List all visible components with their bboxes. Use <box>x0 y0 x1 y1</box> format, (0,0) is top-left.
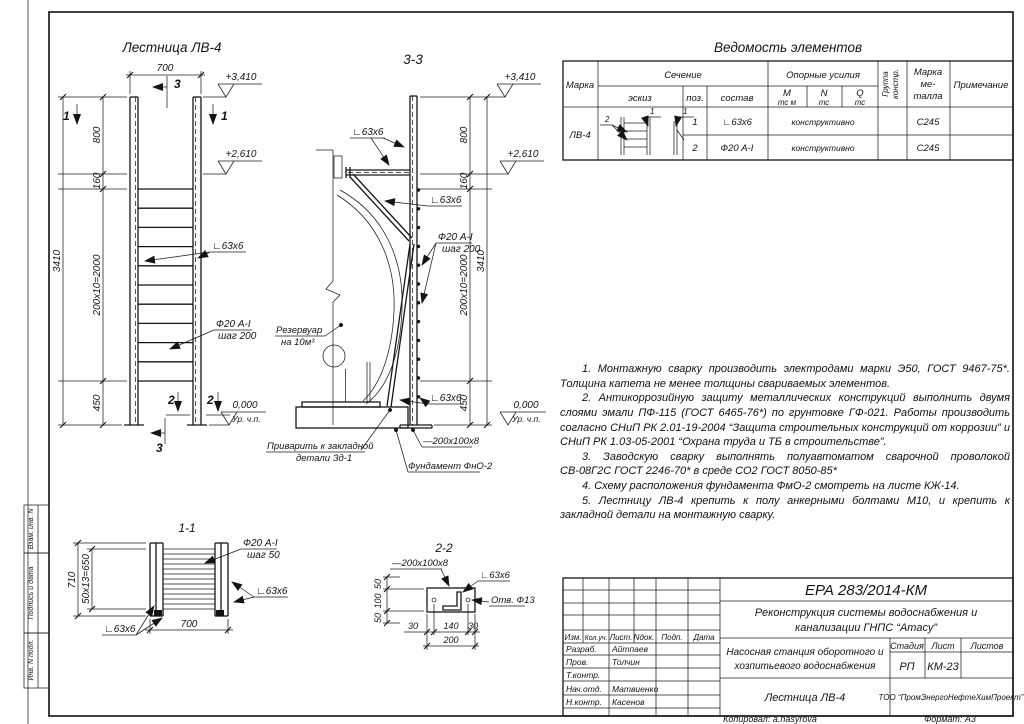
row1-usiliya: конструктивно <box>791 117 855 127</box>
col-list: Лист. <box>609 633 633 642</box>
s33-angle-bottom-label: ∟63x6 <box>430 393 462 404</box>
sheets-label: Листов <box>970 641 1004 651</box>
object-name-1: Насосная станция оборотного и <box>726 647 884 658</box>
col-primechanie: Примечание <box>953 80 1009 91</box>
cut-mark-3-top: 3 <box>174 77 181 91</box>
stage-value: РП <box>899 661 915 673</box>
copied-by-label: Копировал: a.nasyrova <box>723 714 817 724</box>
tank-label-1: Резервуар <box>276 325 323 336</box>
note-1: 1. Монтажную сварку производить электродами марки Э50, ГОСТ 9467-75*. Толщина катета не менее толщины свариваемых элементов. <box>560 363 1010 390</box>
s33-dim-160: 160 <box>459 172 470 190</box>
eskiz-pos-1a: 1 <box>650 107 655 116</box>
section-1-1-title: 1-1 <box>178 521 196 535</box>
s22-plate-label: —200x100x8 <box>392 558 448 569</box>
s11-rungs <box>163 549 215 609</box>
general-notes <box>560 362 1010 523</box>
tank-label-2: на 10м³ <box>281 337 315 348</box>
s22-angle-label: ∟63x6 <box>480 570 510 581</box>
name-nkontr: Касенов <box>612 697 645 707</box>
row1-poz: 1 <box>692 117 698 128</box>
col-gruppa-2: констр. <box>891 69 900 99</box>
s33-level-zero: 0,000 <box>513 400 539 411</box>
eskiz-pos-2: 2 <box>605 115 610 124</box>
role-nkontr: Н.контр. <box>566 697 602 707</box>
row1-metall: С245 <box>916 117 940 128</box>
s11-rod-step-label: шаг 50 <box>247 550 280 561</box>
dim-800: 800 <box>92 126 103 144</box>
s22-dim-50b: 50 <box>373 612 383 624</box>
col-m: М <box>783 88 791 99</box>
stamp-inv-podl: Инв. N подл. <box>28 639 35 681</box>
s22-dim-30b: 30 <box>467 621 479 631</box>
col-data: Дата <box>693 633 715 642</box>
foundation <box>296 402 432 428</box>
elevation-rungs <box>138 189 193 381</box>
note-5: 5. Лестницу ЛВ-4 крепить к полу анкерными болтами М10, и крепить к закладной детали на монтажную сварку. <box>560 494 1010 522</box>
s11-dim-650: 50x13=650 <box>81 554 92 604</box>
s33-angle-mid-label: ∟63x6 <box>430 195 462 206</box>
s11-dim-700: 700 <box>180 619 198 630</box>
foundation-label: Фундамент ФнО-2 <box>408 461 493 472</box>
sheet-label: Лист <box>931 641 955 651</box>
col-n2: тс <box>818 98 830 107</box>
level-mid-mark: +2,610 <box>225 149 257 160</box>
cut-mark-1-left: 1 <box>63 109 70 123</box>
dim-2000: 200x10=2000 <box>92 254 103 316</box>
tank-outline <box>316 150 402 425</box>
stamp-vzam-inv: Взам. инв. N <box>28 508 35 550</box>
section-1-1-view <box>67 521 288 635</box>
weld-note-1: Приварить к закладной <box>267 441 374 452</box>
base-plate-label: —200x100x8 <box>423 436 479 447</box>
col-q2: тс <box>854 98 866 107</box>
col-podp: Подп. <box>661 633 683 642</box>
name-nachotd: Матвиенко <box>612 684 659 694</box>
name-prov: Толчин <box>612 657 640 667</box>
s11-angle-right-label: ∟63x6 <box>256 586 288 597</box>
col-metall-2: ме- <box>920 79 936 90</box>
dim-700-top: 700 <box>156 63 174 74</box>
s22-dim-30a: 30 <box>407 621 419 631</box>
s33-level-mid: +2,610 <box>507 149 539 160</box>
note-4: 4. Схему расположения фундамента ФмО-2 смотреть на листе КЖ-14. <box>582 480 960 492</box>
col-gruppa-1: Группа <box>881 71 890 97</box>
company-name: ТОО “ПромЭнергоНефтеХимПроект” <box>878 693 1024 702</box>
col-q: Q <box>856 88 864 99</box>
name-razrab: Айтпаев <box>612 644 649 654</box>
s11-rod-label: Ф20 А-I <box>243 538 278 549</box>
s11-angle-left-label: ∟63x6 <box>104 624 136 635</box>
s33-dim-800: 800 <box>459 126 470 144</box>
cut-mark-2-right: 2 <box>207 393 214 407</box>
role-prov: Пров. <box>566 657 589 667</box>
s22-dim-140: 140 <box>443 621 459 631</box>
col-sechenie: Сечение <box>664 70 702 81</box>
col-marka: Марка <box>565 80 595 91</box>
angle-63x6-label: ∟63x6 <box>212 241 244 252</box>
weld-note-2: детали Зд-1 <box>296 453 353 464</box>
sheet-title: Лестница ЛВ-4 <box>764 692 846 704</box>
s22-hole-label: Отв. Ф13 <box>491 595 535 606</box>
row1-sostav: ∟63x6 <box>722 117 752 128</box>
elevation-title: Лестница ЛВ-4 <box>122 40 222 55</box>
sheet-value: КМ-23 <box>927 661 959 673</box>
cut-mark-2-left: 2 <box>168 393 175 407</box>
doc-code: ЕРА 283/2014-КМ <box>805 582 927 599</box>
row2-sostav: Ф20 А-I <box>720 143 754 154</box>
vedomost-title: Ведомость элементов <box>713 40 863 55</box>
section-2-2-view <box>373 541 535 650</box>
row2-usiliya: конструктивно <box>791 143 855 153</box>
section-3-3-view <box>266 52 546 472</box>
cut-mark-3-bottom: 3 <box>156 441 163 455</box>
project-name-1: Реконструкция системы водоснабжения и <box>754 607 978 619</box>
role-razrab: Разраб. <box>566 644 597 654</box>
section-3-3-title: 3-3 <box>403 52 423 67</box>
project-name-2: канализации ГНПС “Атасу” <box>795 622 937 634</box>
col-eskiz: эскиз <box>628 93 652 104</box>
s33-rod-label: Ф20 А-I <box>438 232 473 243</box>
object-name-2: хозпитьевого водоснабжения <box>734 661 876 672</box>
s33-dim-2000: 200x10=2000 <box>459 254 470 316</box>
elevation-view <box>52 40 266 455</box>
eskiz-sketch <box>600 117 694 155</box>
s22-dim-100: 100 <box>373 593 383 609</box>
stamp-podpis-data: Подпись и дата <box>28 566 35 620</box>
s33-floor-label: Ур. ч.п. <box>512 414 541 424</box>
level-top-mark: +3,410 <box>225 72 257 83</box>
s33-dim-450: 450 <box>459 394 470 412</box>
s33-level-top: +3,410 <box>504 72 536 83</box>
eskiz-pos-1b: 1 <box>683 107 688 116</box>
dim-3410: 3410 <box>52 249 63 273</box>
col-izm: Изм. <box>564 633 582 642</box>
rod-f20-label: Ф20 А-I <box>216 319 251 330</box>
role-tkontr: Т.контр. <box>566 670 601 680</box>
col-n: N <box>820 88 828 99</box>
s11-dim-710: 710 <box>67 571 78 589</box>
level-zero-mark: 0,000 <box>232 400 258 411</box>
s33-angle-top-label: ∟63x6 <box>352 127 384 138</box>
col-metall-3: талла <box>913 91 943 102</box>
col-poz: поз. <box>686 93 704 104</box>
floor-level-label: Ур. ч.п. <box>232 414 261 424</box>
row-marka: ЛВ-4 <box>569 130 591 141</box>
note-2: 2. Антикоррозийную защиту металлических конструкций выполнить двумя слоями эмали ПФ-115 (ГОСТ 6465-76*) по грунтовке ГФ-021. Работы производить согласно СНиП РК 2.01-19-2004 “Защита строительных конструкций от коррозии” и СНиП РК 1.03-05-2001 “Охрана труда и ТБ в строительстве”. <box>560 392 1010 449</box>
col-usiliya: Опорные усилия <box>786 70 860 81</box>
section-2-2-title: 2-2 <box>435 541 453 555</box>
cut-mark-1-right: 1 <box>221 109 228 123</box>
s33-rod-step-label: шаг 200 <box>442 244 481 255</box>
rod-step-label: шаг 200 <box>218 331 257 342</box>
vedomost-table <box>563 40 1013 160</box>
row2-poz: 2 <box>692 143 698 154</box>
s22-dim-200: 200 <box>443 635 459 645</box>
col-koluch: Кол.уч. <box>584 635 608 642</box>
dim-450: 450 <box>92 394 103 412</box>
s33-dim-3410: 3410 <box>476 249 487 273</box>
row2-metall: С245 <box>916 143 940 154</box>
note-3: 3. Заводскую сварку выполнять полуавтоматом сварочной проволокой СВ-08Г2С ГОСТ 2246-70* в среде СО2 ГОСТ 8050-85* <box>560 450 1010 478</box>
col-sostav: состав <box>720 93 754 104</box>
title-block <box>563 578 1024 716</box>
stage-label: Стадия <box>890 641 924 651</box>
col-m2: тс м <box>777 98 797 107</box>
format-label: Формат: А3 <box>924 714 976 724</box>
col-ndok: Nдок. <box>633 633 655 642</box>
dim-160: 160 <box>92 172 103 190</box>
s22-dim-50a: 50 <box>373 578 383 590</box>
role-nachotd: Нач.отд. <box>566 684 602 694</box>
col-metall-1: Марка <box>913 67 943 78</box>
